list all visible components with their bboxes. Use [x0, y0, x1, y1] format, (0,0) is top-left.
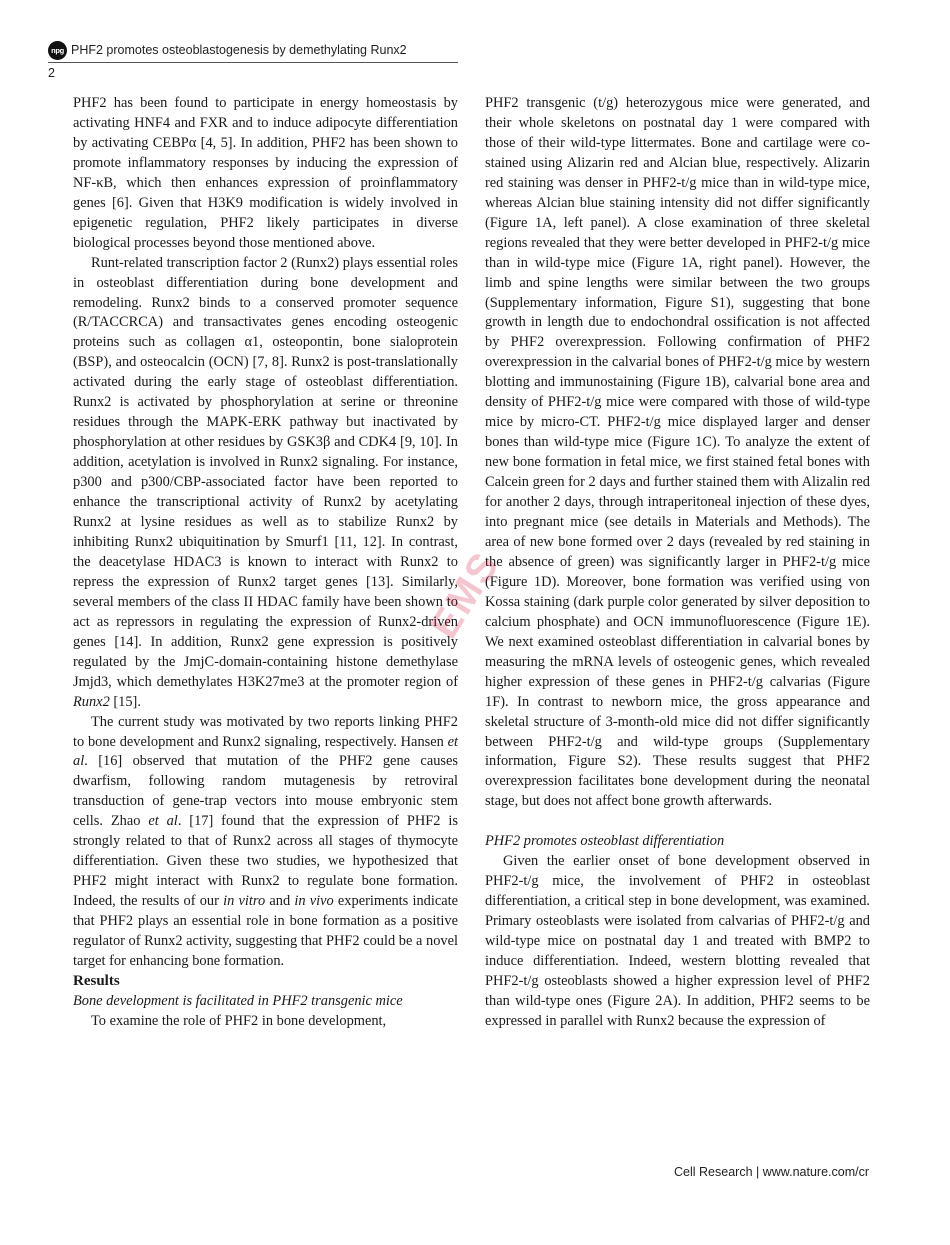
npg-logo-icon: npg: [48, 41, 67, 60]
running-header: [48, 40, 458, 80]
footer-journal: Cell Research | www.nature.com/cr: [674, 1165, 869, 1179]
left-column: [73, 94, 458, 1032]
paragraph: Runt-related transcription factor 2 (Runx2) plays essential roles in osteoblast differentiation during bone development and remodeling. Runx2 binds to a conserved promoter sequence (R/TACCRCA) and transactivates genes encoding osteogenic proteins such as collagen α1, osteopontin, bone sialoprotein (BSP), and osteocalcin (OCN) [7, 8]. Runx2 is post-translationally activated during the early stage of osteoblast differentiation. Runx2 is activated by phosphorylation at serine or threonine residues through the MAPK-ERK pathway but inactivated by phosphorylation at other residues by GSK3β and CDK4 [9, 10]. In addition, acetylation is involved in Runx2 signaling. For instance, p300 and p300/CBP-associated factor have been reported to enhance the transcriptional activity of Runx2 by acetylating Runx2 at lysine residues as well as to stabilize Runx2 by inhibiting Runx2 ubiquitination by Smurf1 [11, 12]. In contrast, the deacetylase HDAC3 is known to interact with Runx2 to repress the expression of Runx2 target genes [13]. Similarly, several members of the class II HDAC family have been shown to act as repressors in regulating the expression of Runx2-driven genes [14]. In addition, Runx2 gene expression is positively regulated by the JmjC-domain-containing histone demethylase Jmjd3, which demethylates H3K27me3 at the promoter region of Runx2 [15].: [73, 254, 458, 710]
paragraph: Given the earlier onset of bone development observed in PHF2-t/g mice, the involvement of PHF2 in osteoblast differentiation, a critical step in bone development, was examined. Primary osteoblasts were isolated from calvarias of PHF2-t/g and wild-type mice on postnatal day 1 and treated with BMP2 to induce differentiation. Indeed, western blotting revealed that PHF2-t/g osteoblasts showed a higher expression level of PHF2 than wild-type ones (Figure 2A). In addition, PHF2 seems to be expressed in parallel with Runx2 because the expression of: [485, 853, 870, 1029]
paragraph: The current study was motivated by two reports linking PHF2 to bone development and Runx2 signaling, respectively. Hansen et al. [16] observed that mutation of the PHF2 gene causes dwarfism, following random mutagenesis by retroviral transduction of gene-trap vectors into mouse embryonic stem cells. Zhao et al. [17] found that the expression of PHF2 is strongly related to that of Runx2 across all stages of thymocyte differentiation. Given these two studies, we hypothesized that PHF2 might interact with Runx2 to regulate bone formation. Indeed, the results of our in vitro and in vivo experiments indicate that PHF2 plays an essential role in bone formation as a positive regulator of Runx2 activity, suggesting that PHF2 could be a novel target for enhancing bone formation.: [73, 713, 459, 969]
page-number: 2: [48, 66, 55, 80]
watermark: EMS: [421, 543, 508, 646]
paragraph: To examine the role of PHF2 in bone development,: [91, 1012, 387, 1029]
subsection-heading: Bone development is facilitated in PHF2 transgenic mice: [73, 992, 403, 1009]
section-heading-results: Results: [73, 972, 120, 989]
paragraph: PHF2 transgenic (t/g) heterozygous mice were generated, and their whole skeletons on postnatal day 1 were compared with those of their wild-type littermates. Bone and cartilage were co-stained using Alizarin red and Alcian blue, respectively. Alizarin red staining was denser in PHF2-t/g mice than in wild-type mice, whereas Alcian blue staining intensity did not differ significantly (Figure 1A, left panel). A close examination of three skeletal regions revealed that they were better developed in PHF2-t/g mice than in wild-type mice (Figure 1A, right panel). However, the limb and spine lengths were similar between the two groups (Supplementary information, Figure S1), suggesting that bone growth in length due to endochondral ossification is not affected by PHF2 overexpression. Following confirmation of PHF2 overexpression in the calvarial bones of PHF2-t/g mice by western blotting and immunostaining (Figure 1B), calvarial bone area and density of PHF2-t/g mice were compared with those of wild-type mice by micro-CT. PHF2-t/g mice displayed larger and denser bones than wild-type mice (Figure 1C). To analyze the extent of new bone formation in fetal mice, we first stained fetal bones with Calcein green for 2 days and further stained them with Alizalin red for another 2 days, through intraperitoneal injection of these dyes, into pregnant mice (see details in Materials and Methods). The area of new bone formed over 2 days (revealed by red staining in the absence of green) was significantly larger in PHF2-t/g mice (Figure 1D). Moreover, bone formation was verified using von Kossa staining (dark purple color generated by silver deposition to calcium phosphate) and OCN immunofluorescence (Figure 1E). We next examined osteoblast differentiation in calvarial bones by measuring the mRNA levels of osteogenic genes, which revealed higher expression of these genes in PHF2-t/g calvarias (Figure 1F). In contrast to newborn mice, the gross appearance and skeletal structure of 3-month-old mice did not differ significantly between PHF2-t/g and wild-type groups (Supplementary information, Figure S2). These results suggest that PHF2 overexpression facilitates bone development during the neonatal stage, but does not affect bone growth afterwards.: [485, 95, 870, 810]
header-divider: [48, 62, 458, 63]
running-title: PHF2 promotes osteoblastogenesis by demethylating Runx2: [71, 43, 407, 57]
paragraph: PHF2 has been found to participate in energy homeostasis by activating HNF4 and FXR and to induce adipocyte differentiation by activating CEBPα [4, 5]. In addition, PHF2 has been shown to promote inflammatory responses by inducing the expression of NF-κB, which then enhances expression of proinflammatory genes [6]. Given that H3K9 modification is widely involved in epigenetic regulation, PHF2 likely participates in diverse biological processes beyond those mentioned above.: [73, 95, 458, 251]
subsection-heading: PHF2 promotes osteoblast differentiation: [485, 833, 725, 850]
right-column: [485, 94, 870, 1032]
